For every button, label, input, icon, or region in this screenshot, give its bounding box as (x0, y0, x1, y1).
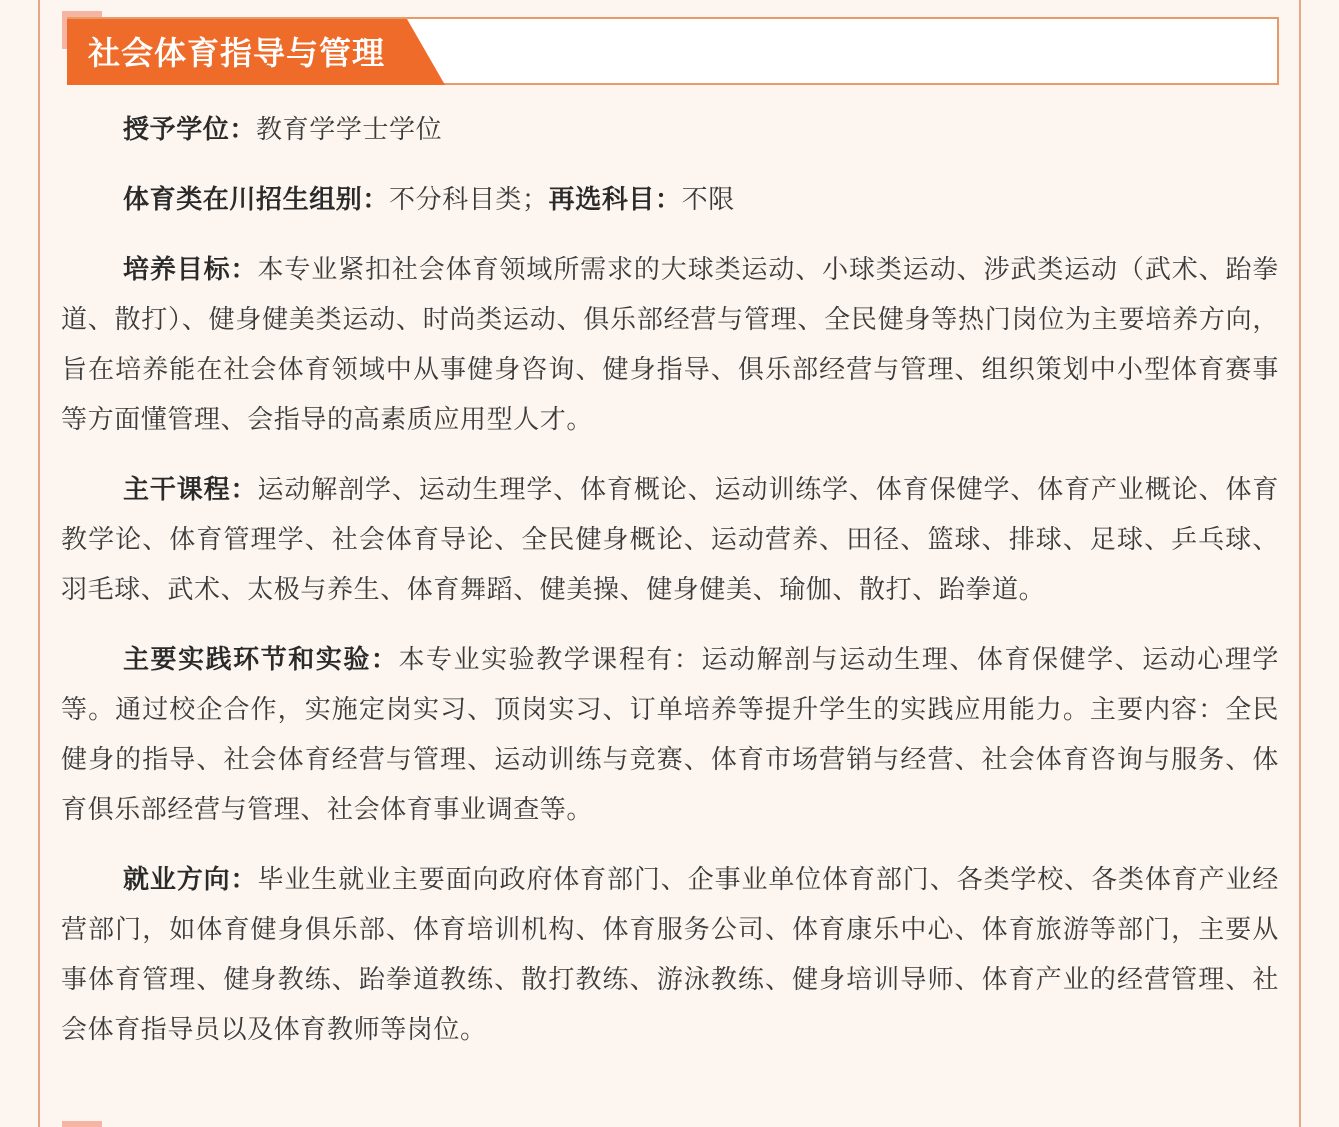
page-frame-right-border (1299, 0, 1301, 1127)
degree-value: 教育学学士学位 (256, 115, 443, 145)
enrollment-label: 体育类在川招生组别： (123, 185, 390, 215)
corner-accent-bottom (62, 1121, 102, 1127)
courses-paragraph (61, 465, 1279, 615)
career-label: 就业方向： (123, 865, 258, 895)
elective-subject-value: 不限 (681, 185, 735, 215)
practice-value: 本专业实验教学课程有：运动解剖与运动生理、体育保健学、运动心理学等。通过校企合作，实施定岗实习、顶岗实习、订单培养等提升学生的实践应用能力。主要内容：全民健身的指导、社会体育经营与管理、运动训练与竞赛、体育市场营销与经营、社会体育咨询与服务、体育俱乐部经营与管理、社会体育事业调查等。 (61, 645, 1279, 825)
career-value: 毕业生就业主要面向政府体育部门、企事业单位体育部门、各类学校、各类体育产业经营部门，如体育健身俱乐部、体育培训机构、体育服务公司、体育康乐中心、体育旅游等部门，主要从事体育管理、健身教练、跆拳道教练、散打教练、游泳教练、健身培训导师、体育产业的经营管理、社会体育指导员以及体育教师等岗位。 (61, 865, 1279, 1045)
goal-label: 培养目标： (123, 255, 258, 285)
courses-value: 运动解剖学、运动生理学、体育概论、运动训练学、体育保健学、体育产业概论、体育教学论、体育管理学、社会体育导论、全民健身概论、运动营养、田径、篮球、排球、足球、乒乓球、羽毛球、武术、太极与养生、体育舞蹈、健美操、健身健美、瑜伽、散打、跆拳道。 (61, 475, 1279, 605)
section-title: 社会体育指导与管理 (88, 34, 386, 72)
page-frame-left-border (38, 0, 40, 1127)
degree-label: 授予学位： (123, 115, 257, 145)
elective-subject-label: 再选科目： (548, 185, 682, 215)
degree-paragraph (61, 105, 1279, 155)
career-paragraph (61, 855, 1279, 1055)
goal-value: 本专业紧扣社会体育领域所需求的大球类运动、小球类运动、涉武类运动（武术、跆拳道、散打）、健身健美类运动、时尚类运动、俱乐部经营与管理、全民健身等热门岗位为主要培养方向，旨在培养能在社会体育领域中从事健身咨询、健身指导、俱乐部经营与管理、组织策划中小型体育赛事等方面懂管理、会指导的高素质应用型人才。 (61, 255, 1279, 435)
major-description (61, 105, 1279, 1055)
enrollment-paragraph (61, 175, 1279, 225)
goal-paragraph (61, 245, 1279, 445)
enrollment-value: 不分科目类； (389, 185, 549, 215)
courses-label: 主干课程： (123, 475, 258, 505)
practice-label: 主要实践环节和实验： (123, 645, 399, 675)
practice-paragraph (61, 635, 1279, 835)
